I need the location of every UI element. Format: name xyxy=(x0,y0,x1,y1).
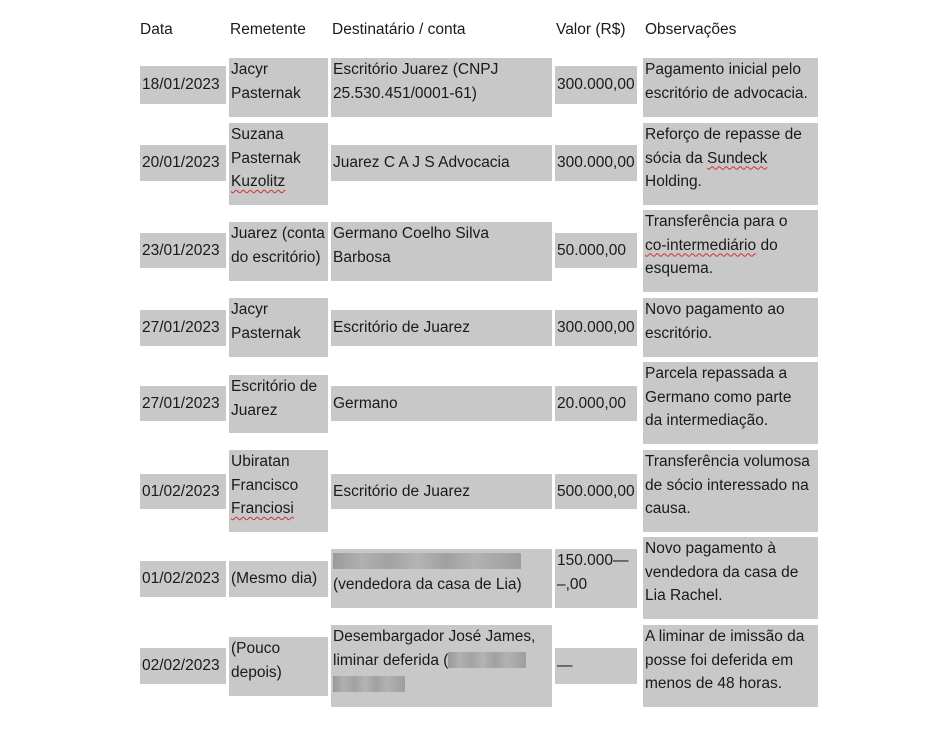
date-text: 20/01/2023 xyxy=(142,154,220,172)
cell-observacoes xyxy=(643,58,818,117)
sender-line: Suzana xyxy=(231,126,284,143)
amount-text: — xyxy=(557,657,573,675)
note-line: esquema. xyxy=(645,260,714,277)
cell-observacoes xyxy=(643,625,818,707)
cell-valor xyxy=(555,66,637,104)
note-line: causa. xyxy=(645,500,691,517)
note-line: Parcela repassada a xyxy=(645,365,788,382)
cell-destinatario xyxy=(331,625,552,707)
note-line: A liminar de imissão da xyxy=(645,628,805,645)
note-line: vendedora da casa de xyxy=(645,563,799,581)
note-line: Transferência para o xyxy=(645,213,788,230)
header-observacoes: Observações xyxy=(645,21,737,38)
cell-data xyxy=(140,561,226,597)
cell-valor xyxy=(555,145,637,181)
recipient-line: Escritório Juarez (CNPJ xyxy=(333,61,499,78)
cell-destinatario xyxy=(331,474,552,509)
note-line: Reforço de repasse de xyxy=(645,126,802,143)
note-line: de sócio interessado na xyxy=(645,476,809,494)
recipient-line: liminar deferida ( xyxy=(333,651,449,669)
cell-valor xyxy=(555,386,637,421)
sender-line: Escritório de xyxy=(231,378,318,395)
recipient-line: (vendedora da casa de Lia) xyxy=(333,575,522,593)
note-line: Novo pagamento à xyxy=(645,540,776,557)
recipient-line: Escritório de Juarez xyxy=(333,319,470,337)
recipient-line: Germano Coelho Silva xyxy=(333,225,489,242)
sender-line: (Mesmo dia) xyxy=(231,570,318,588)
note-line: da intermediação. xyxy=(645,412,769,429)
cell-remetente xyxy=(229,637,328,696)
cell-destinatario xyxy=(331,386,552,421)
recipient-line: Desembargador José James, xyxy=(333,628,536,645)
cell-destinatario xyxy=(331,549,552,608)
note-line: do xyxy=(756,236,778,254)
amount-line: 150.000— xyxy=(557,552,629,569)
sender-line: Juarez (conta xyxy=(231,225,325,242)
sender-line: Pasternak xyxy=(231,324,301,342)
date-text: 27/01/2023 xyxy=(142,319,220,337)
cell-data xyxy=(140,474,226,509)
cell-destinatario xyxy=(331,58,552,117)
note-line: Holding. xyxy=(645,173,702,190)
header-data: Data xyxy=(140,21,173,38)
cell-data xyxy=(140,66,226,104)
date-text: 01/02/2023 xyxy=(142,570,220,588)
note-line: sócia da xyxy=(645,149,708,167)
sender-line: Pasternak xyxy=(231,84,301,102)
header-destinatario: Destinatário / conta xyxy=(332,21,466,38)
sender-line: Juarez xyxy=(231,401,278,419)
cell-remetente xyxy=(229,58,328,117)
cell-data xyxy=(140,233,226,268)
date-text: 27/01/2023 xyxy=(142,394,220,412)
amount-text: 20.000,00 xyxy=(557,394,626,412)
redacted-text xyxy=(333,553,521,569)
cell-remetente xyxy=(229,222,328,281)
amount-line: –,00 xyxy=(557,575,588,593)
recipient-line: 25.530.451/0001-61) xyxy=(333,84,477,102)
cell-destinatario xyxy=(331,145,552,181)
date-text: 02/02/2023 xyxy=(142,657,220,675)
recipient-line: Juarez C A J S Advocacia xyxy=(333,154,510,172)
date-text: 23/01/2023 xyxy=(142,241,220,259)
cell-data xyxy=(140,386,226,421)
amount-text: 500.000,00 xyxy=(557,482,635,500)
note-line: escritório. xyxy=(645,324,713,342)
recipient-line: Escritório de Juarez xyxy=(333,482,470,500)
date-text: 01/02/2023 xyxy=(142,482,220,500)
sender-line: Ubiratan xyxy=(231,453,290,470)
cell-destinatario xyxy=(331,222,552,281)
cell-observacoes xyxy=(643,298,818,357)
note-line: menos de 48 horas. xyxy=(645,675,783,692)
sender-line: Jacyr xyxy=(231,61,269,78)
note-line: posse foi deferida em xyxy=(645,651,794,669)
note-line: Lia Rachel. xyxy=(645,587,723,604)
sender-line: (Pouco xyxy=(231,640,281,657)
cell-observacoes xyxy=(643,537,818,619)
cell-observacoes xyxy=(643,362,818,444)
cell-destinatario xyxy=(331,310,552,346)
cell-data xyxy=(140,648,226,684)
cell-remetente xyxy=(229,375,328,433)
sender-line: depois) xyxy=(231,663,282,681)
note-word-misspelled: Sundeck xyxy=(707,149,768,167)
sender-line-misspelled: Kuzolitz xyxy=(231,173,286,190)
note-line: Pagamento inicial pelo xyxy=(645,61,801,78)
cell-valor xyxy=(555,648,637,684)
cell-valor xyxy=(555,310,637,346)
note-line: Transferência volumosa xyxy=(645,453,810,470)
recipient-line: Barbosa xyxy=(333,248,391,266)
date-text: 18/01/2023 xyxy=(142,76,220,94)
sender-line: Jacyr xyxy=(231,301,269,318)
note-line: escritório de advocacia. xyxy=(645,84,808,102)
cell-remetente xyxy=(229,123,328,205)
cell-observacoes xyxy=(643,450,818,532)
cell-observacoes xyxy=(643,210,818,292)
amount-text: 50.000,00 xyxy=(557,241,626,259)
cell-observacoes xyxy=(643,123,818,205)
amount-text: 300.000,00 xyxy=(557,76,635,94)
cell-data xyxy=(140,145,226,181)
amount-text: 300.000,00 xyxy=(557,154,635,172)
cell-valor xyxy=(555,233,637,268)
note-line: Germano como parte xyxy=(645,388,792,406)
note-line: Novo pagamento ao xyxy=(645,301,785,318)
header-remetente: Remetente xyxy=(230,21,306,38)
note-word-misspelled: co-intermediário xyxy=(645,236,757,254)
cell-valor xyxy=(555,474,637,509)
sender-line-misspelled: Franciosi xyxy=(231,500,294,517)
sender-line: Pasternak xyxy=(231,149,301,167)
cell-remetente xyxy=(229,450,328,532)
cell-data xyxy=(140,310,226,346)
recipient-line: Germano xyxy=(333,394,398,412)
redacted-text xyxy=(448,652,526,668)
cell-valor xyxy=(555,549,637,608)
cell-remetente xyxy=(229,561,328,597)
cell-remetente xyxy=(229,298,328,357)
redacted-text xyxy=(333,676,405,692)
amount-text: 300.000,00 xyxy=(557,319,635,337)
header-valor: Valor (R$) xyxy=(556,21,626,38)
sender-line: do escritório) xyxy=(231,248,321,266)
sender-line: Francisco xyxy=(231,476,299,494)
